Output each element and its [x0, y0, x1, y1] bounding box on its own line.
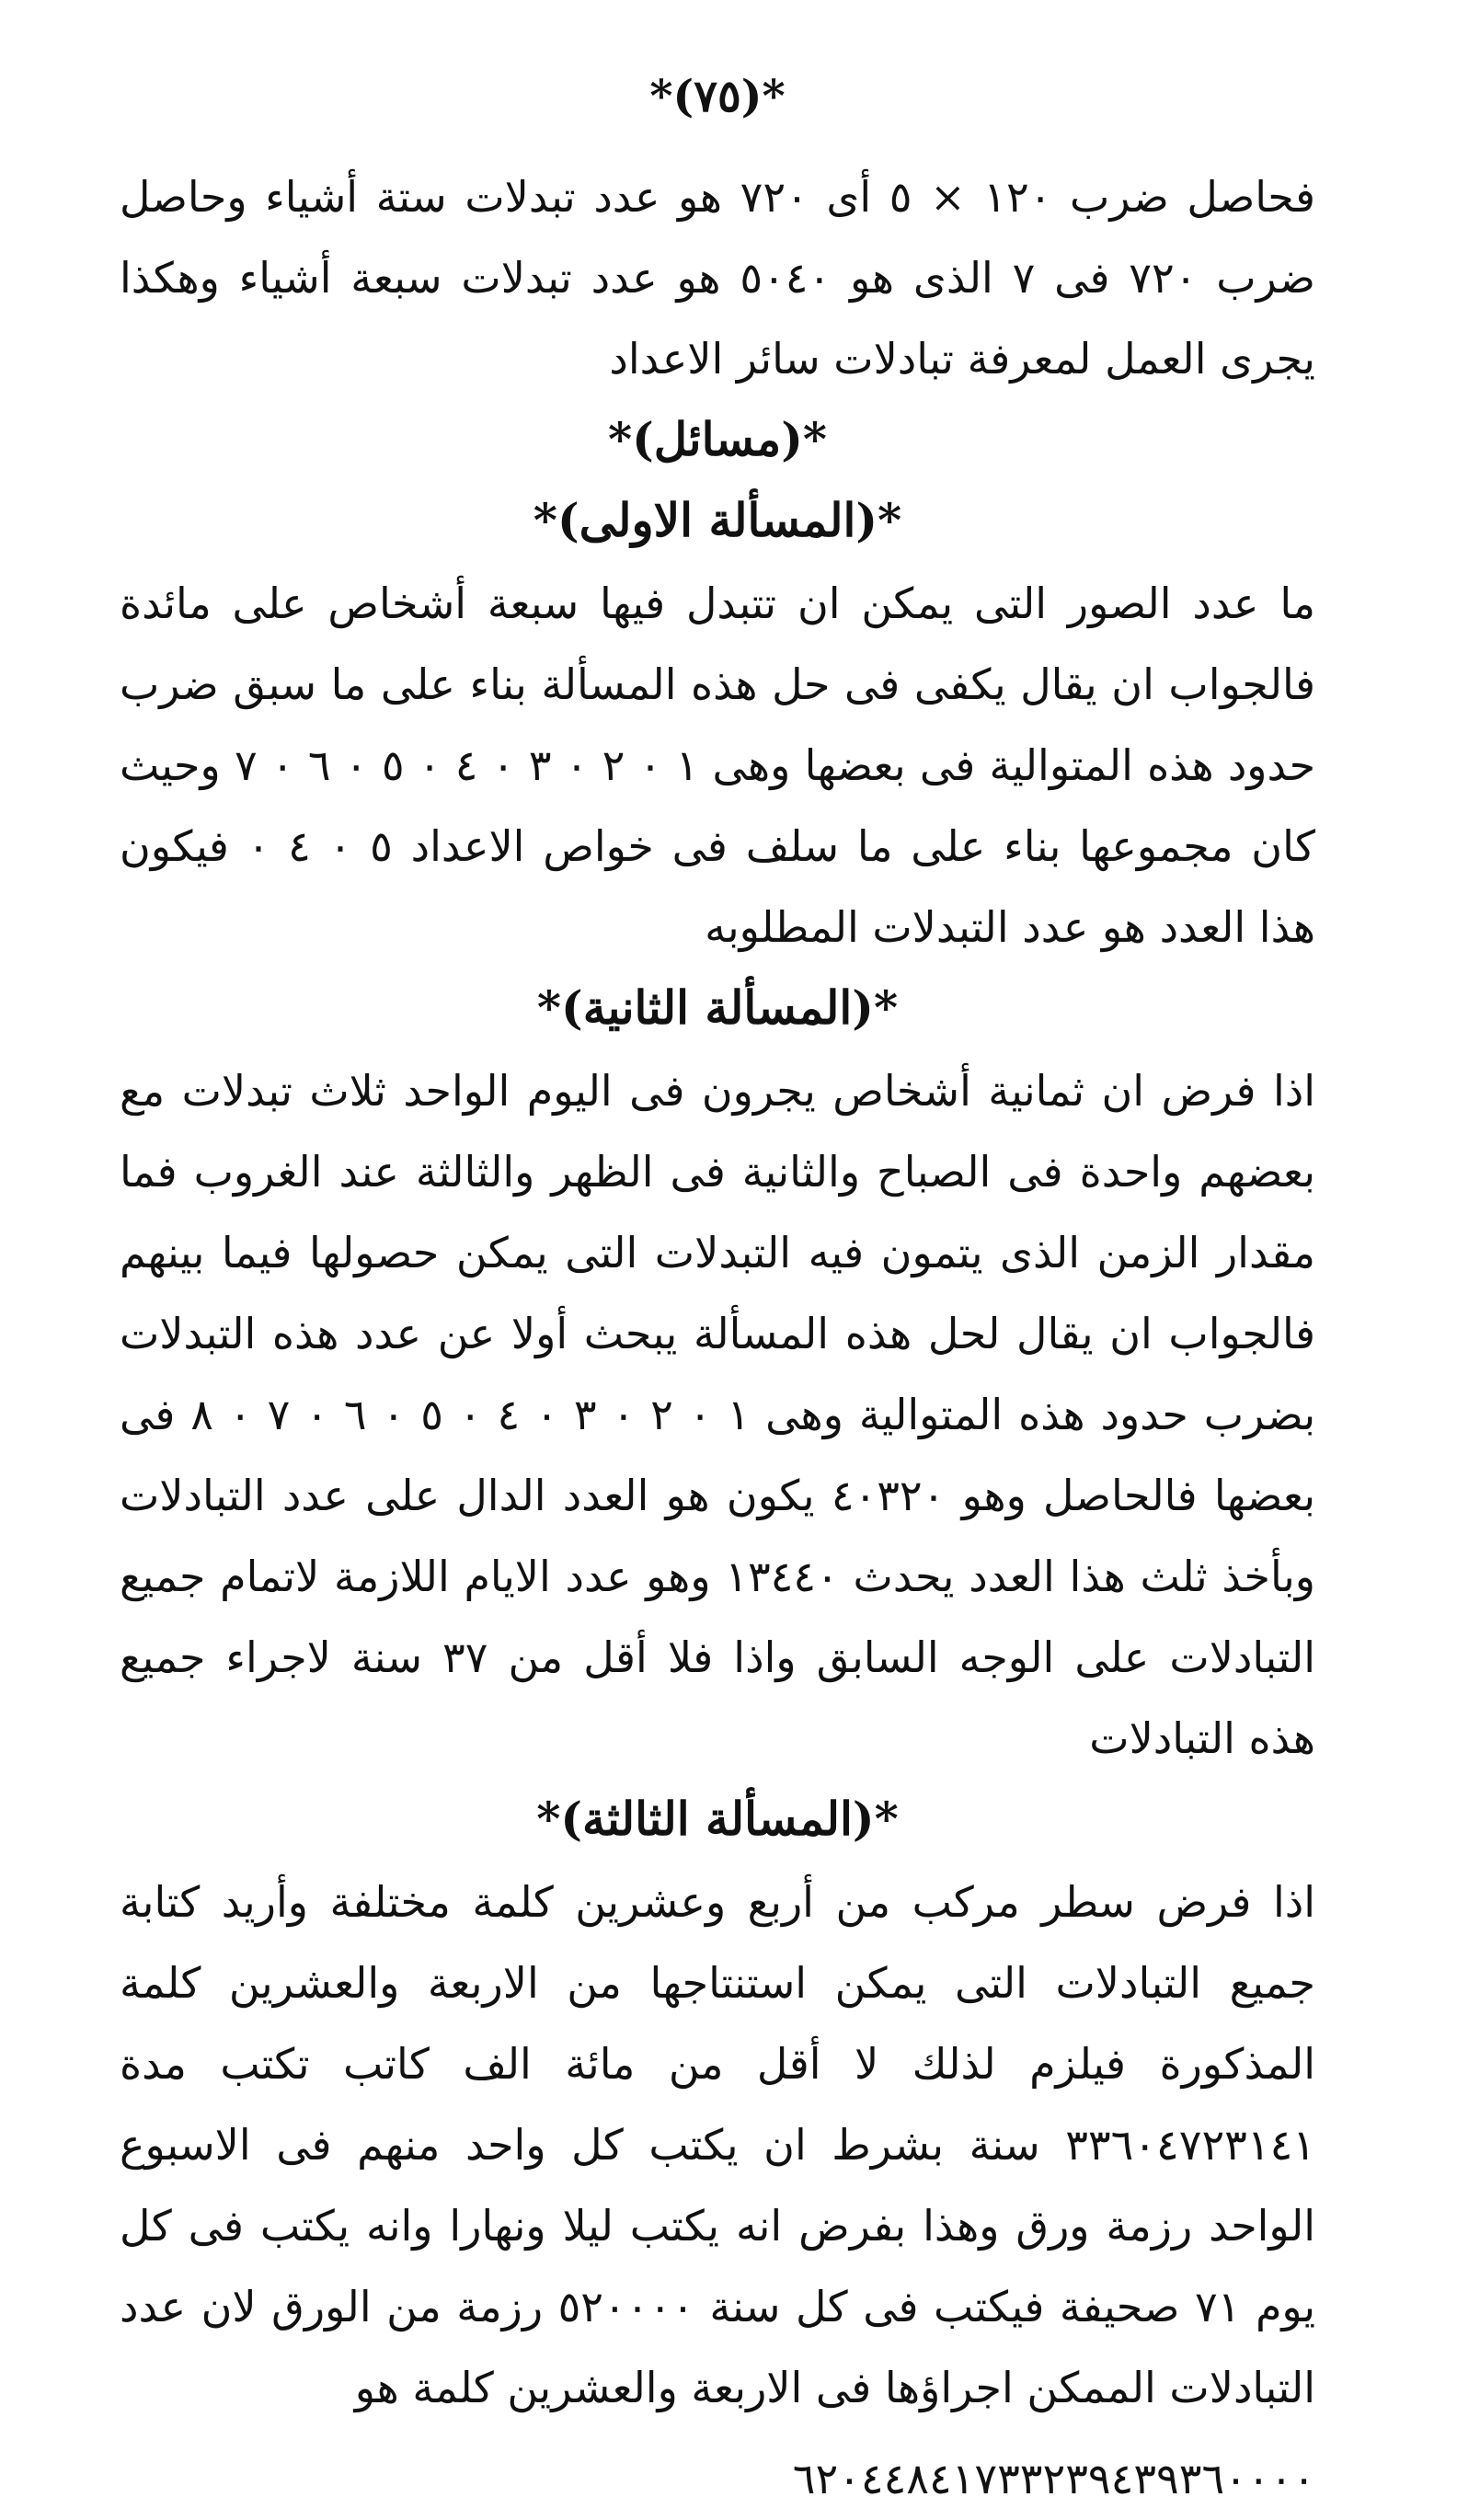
first-problem-paragraph: ما عدد الصور التى يمكن ان تتبدل فيها سبعة أشخاص على مائدة فالجواب ان يقال يكفى فى حل هذه المسألة بناء على ما سبق ضرب حدود هذه المتوالية فى بعضها وهى ١ ٠ ٢ ٠ ٣ ٠ ٤ ٠ ٥ ٠ ٦ ٠ ٧ وحيث كان مجموعها بناء على ما سلف فى خواص الاعداد ٥ ٠ ٤ ٠ فيكون هذا العدد هو عدد التبدلات المطلوبه	[120, 578, 1316, 952]
heading-second-problem: *(المسألة الثانية)*	[536, 980, 899, 1035]
third-problem-paragraph: اذا فرض سطر مركب من أربع وعشرين كلمة مختلفة وأريد كتابة جميع التبادلات التى يمكن استنتاجها من الاربعة والعشرين كلمة المذكورة فيلزم لذلك لا أقل من مائة الف كاتب تكتب مدة ٣٣٦٠٤٧٢٣١٤١ سنة بشرط ان يكتب كل واحد منهم فى الاسبوع الواحد رزمة ورق وهذا بفرض انه يكتب ليلا ونهارا وانه يكتب فى كل يوم ٧١ صحيفة فيكتب فى كل سنة ٥٢٠٠٠٠ رزمة من الورق لان عدد التبادلات الممكن اجراؤها فى الاربعة والعشرين كلمة هو	[120, 1877, 1315, 2412]
heading-masail: *(مسائل)*	[607, 412, 827, 466]
final-number: ٦٢٠٤٤٨٤١٧٣٣٢٣٩٤٣٩٣٦٠٠٠٠	[792, 2454, 1315, 2503]
heading-third-problem: *(المسألة الثالثة)*	[536, 1792, 899, 1846]
heading-first-problem: *(المسألة الاولى)*	[533, 493, 902, 547]
second-problem-paragraph: اذا فرض ان ثمانية أشخاص يجرون فى اليوم الواحد ثلاث تبدلات مع بعضهم واحدة فى الصباح والثانية فى الظهر والثالثة عند الغروب فما مقدار الزمن الذى يتمون فيه التبدلات التى يمكن حصولها فيما بينهم فالجواب ان يقال لحل هذه المسألة يبحث أولا عن عدد هذه التبدلات بضرب حدود هذه المتوالية وهى ١ ٠ ٢ ٠ ٣ ٠ ٤ ٠ ٥ ٠ ٦ ٠ ٧ ٠ ٨ فى بعضها فالحاصل وهو ٤٠٣٢٠ يكون هو العدد الدال على عدد التبادلات وبأخذ ثلث هذا العدد يحدث ١٣٤٤٠ وهو عدد الايام اللازمة لاتمام جميع التبادلات على الوجه السابق واذا فلا أقل من ٣٧ سنة لاجراء جميع هذه التبادلات	[120, 1066, 1316, 1763]
page-number: *(٧٥)*	[649, 71, 786, 122]
intro-paragraph: فحاصل ضرب ١٢٠ × ٥ أى ٧٢٠ هو عدد تبدلات ستة أشياء وحاصل ضرب ٧٢٠ فى ٧ الذى هو ٥٠٤٠ هو عدد تبدلات سبعة أشياء وهكذا يجرى العمل لمعرفة تبادلات سائر الاعداد	[120, 172, 1315, 384]
book-page	[120, 64, 1316, 2503]
